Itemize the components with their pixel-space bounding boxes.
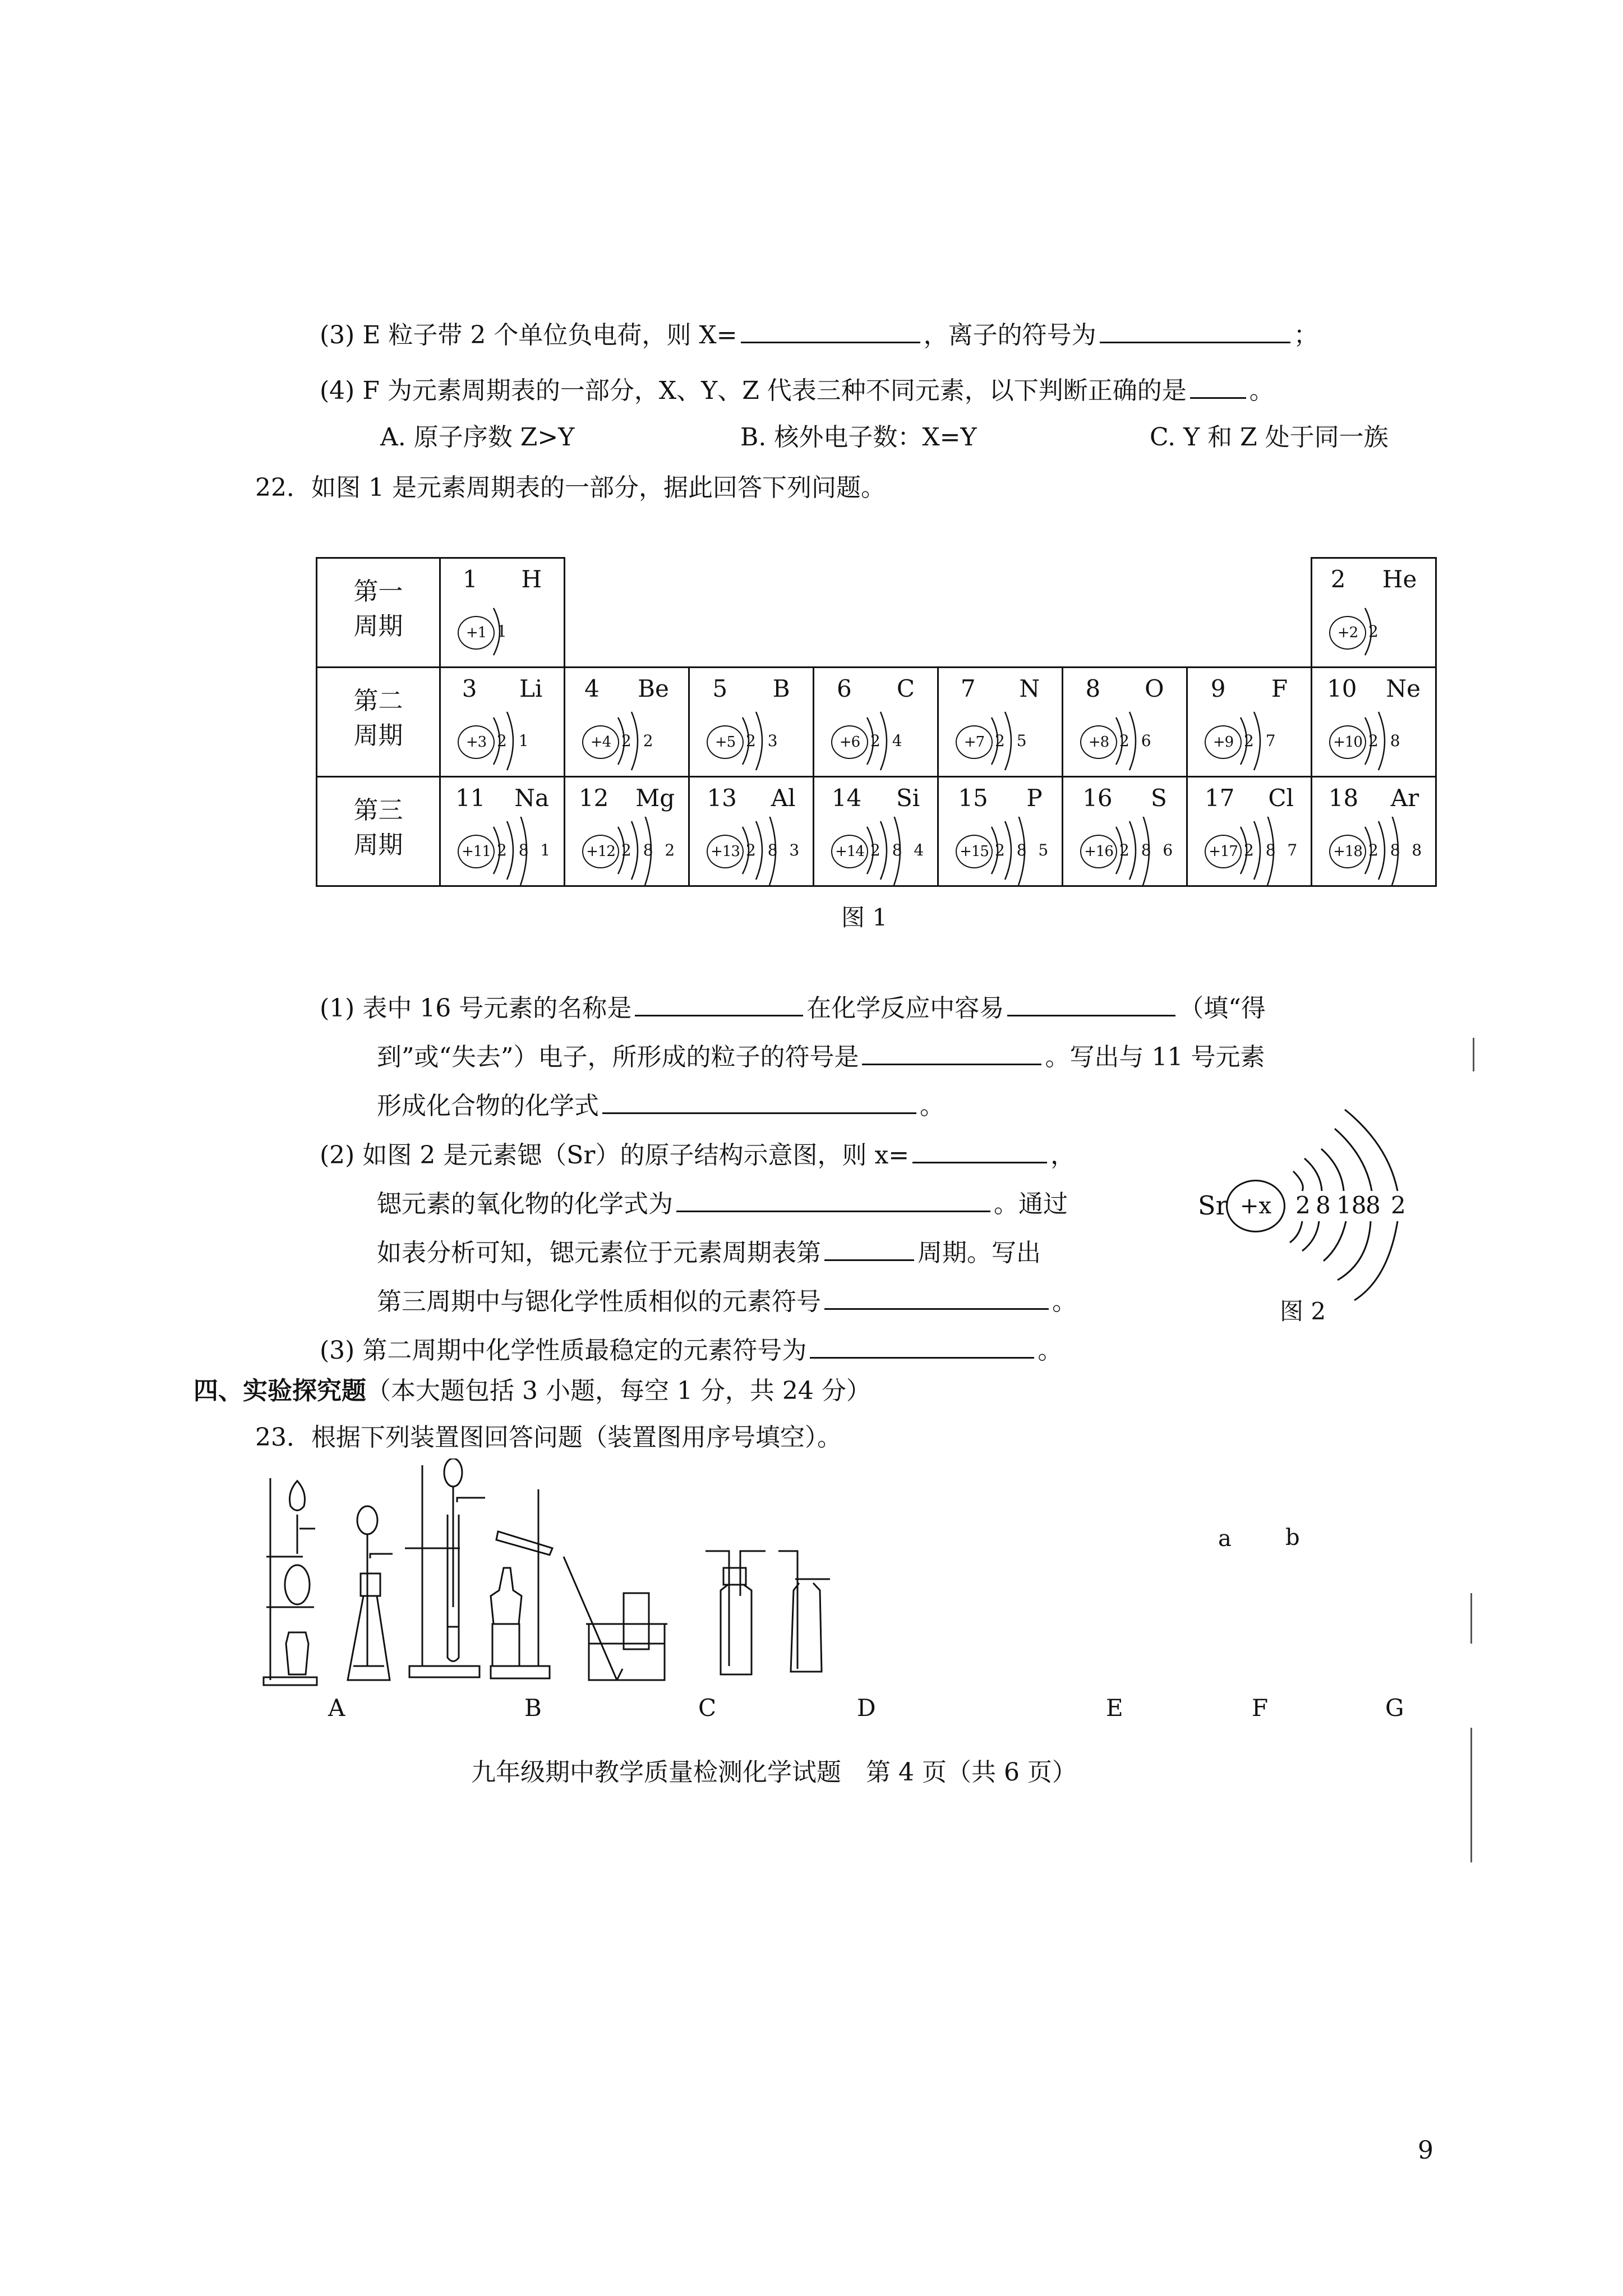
scan-artifact xyxy=(1473,1038,1474,1071)
atom-structure-diagram xyxy=(1312,598,1435,665)
shell-arc xyxy=(1302,1221,1319,1251)
element-cell-o xyxy=(1062,666,1188,777)
atomic-number: 7 xyxy=(960,675,976,702)
shell-electron-counts: 2 2 xyxy=(621,731,657,750)
q22-part1-line1 xyxy=(320,992,1266,1025)
section-title: 四、实验探究题 xyxy=(193,1377,366,1405)
atomic-number: 10 xyxy=(1326,675,1357,702)
shell-count: 2 xyxy=(1391,1191,1406,1219)
text: 锶元素的氧化物的化学式为 xyxy=(377,1190,673,1218)
text: 形成化合物的化学式 xyxy=(377,1092,599,1120)
q21-option-a xyxy=(380,421,574,454)
answer-blank-x[interactable] xyxy=(741,319,920,343)
period-label: 第一 周期 xyxy=(316,557,441,668)
section-4-heading xyxy=(193,1374,871,1408)
atom-structure-diagram xyxy=(565,707,688,775)
shell-electron-counts: 2 8 4 xyxy=(870,841,928,859)
element-header xyxy=(441,565,564,593)
atomic-number: 1 xyxy=(462,565,478,593)
q21-part3-text-b: ，离子的符号为 xyxy=(923,321,1096,349)
apparatus-d-drawing xyxy=(491,1489,552,1678)
atomic-number: 9 xyxy=(1210,675,1226,702)
apparatus-e-drawing xyxy=(564,1557,667,1680)
shell-electron-counts: 2 6 xyxy=(1119,731,1155,750)
atomic-number: 8 xyxy=(1085,675,1101,702)
q22-part3-number: (3) xyxy=(320,1336,355,1365)
scan-artifact xyxy=(1470,1593,1472,1644)
answer-blank-choice[interactable] xyxy=(1190,375,1246,399)
nucleus-charge: +14 xyxy=(831,835,868,868)
nucleus-charge: +5 xyxy=(707,725,744,759)
q22-part1-number: (1) xyxy=(320,994,355,1023)
shell-electron-counts: 2 xyxy=(1368,622,1382,641)
answer-blank-oxide-formula[interactable] xyxy=(676,1188,990,1212)
element-header xyxy=(1188,784,1311,812)
text: 表中 16 号元素的名称是 xyxy=(362,994,632,1023)
q22-part1-line2 xyxy=(377,1041,1265,1074)
q22-part2-line3 xyxy=(377,1236,1041,1270)
atomic-number: 18 xyxy=(1328,784,1359,812)
element-symbol: Cl xyxy=(1268,784,1294,812)
nucleus-charge: +15 xyxy=(956,835,993,868)
element-cell-na xyxy=(439,776,565,887)
shell-arc xyxy=(1290,1221,1302,1243)
answer-blank-particle-symbol[interactable] xyxy=(862,1041,1041,1065)
element-cell-s xyxy=(1062,776,1188,887)
atomic-number: 15 xyxy=(958,784,988,812)
element-symbol: Al xyxy=(771,784,796,812)
element-symbol: O xyxy=(1145,675,1164,702)
element-cell-n xyxy=(937,666,1063,777)
figure-1-caption: 图 1 xyxy=(841,904,888,931)
atom-structure-diagram xyxy=(1188,817,1311,884)
atom-structure-diagram xyxy=(1312,707,1435,775)
element-symbol: B xyxy=(772,675,790,702)
atom-structure-diagram xyxy=(565,817,688,884)
element-header xyxy=(939,784,1062,812)
text: 周期。写出 xyxy=(917,1239,1041,1267)
shell-electron-counts: 2 8 xyxy=(1368,731,1404,750)
shell-arc xyxy=(1354,1221,1398,1300)
q21-part3-text: E 粒子带 2 个单位负电荷，则 X= xyxy=(362,321,737,349)
shell-electron-counts: 2 8 3 xyxy=(746,841,803,859)
element-cell-al xyxy=(688,776,814,887)
element-cell-c xyxy=(813,666,939,777)
q21-part3 xyxy=(320,319,1318,352)
atom-structure-diagram xyxy=(441,598,564,665)
port-label-b: b xyxy=(1285,1525,1300,1550)
apparatus-label-g: G xyxy=(1385,1694,1404,1722)
period-label: 第三 周期 xyxy=(316,776,441,887)
option-text: 核外电子数：X=Y xyxy=(774,423,977,452)
shell-arc xyxy=(1338,1221,1371,1280)
apparatus-a-drawing xyxy=(264,1478,317,1685)
element-cell-be xyxy=(564,666,690,777)
shell-electron-counts: 2 8 5 xyxy=(995,841,1052,859)
shell-electron-counts: 2 8 1 xyxy=(497,841,554,859)
element-header xyxy=(1063,784,1186,812)
element-symbol: Ar xyxy=(1390,784,1419,812)
punctuation: 。 xyxy=(1249,376,1274,405)
element-header xyxy=(1312,675,1435,702)
element-cell-p xyxy=(937,776,1063,887)
element-symbol: Be xyxy=(638,675,669,702)
element-header xyxy=(1312,565,1435,593)
element-header xyxy=(565,675,688,702)
q22-part2-line4 xyxy=(377,1285,1077,1319)
answer-blank-similar-element[interactable] xyxy=(824,1286,1049,1310)
element-symbol: C xyxy=(896,675,915,702)
answer-blank-compound-formula[interactable] xyxy=(602,1090,916,1114)
atom-structure-diagram xyxy=(690,817,813,884)
element-header xyxy=(1312,784,1435,812)
q22-part1-line3 xyxy=(377,1089,944,1123)
atomic-number: 4 xyxy=(584,675,600,702)
punctuation: ； xyxy=(1293,321,1318,349)
element-header xyxy=(690,784,813,812)
element-symbol: Si xyxy=(896,784,920,812)
shell-electron-counts: 2 3 xyxy=(746,731,781,750)
q21-part4-text: F 为元素周期表的一部分，X、Y、Z 代表三种不同元素，以下判断正确的是 xyxy=(362,376,1187,405)
element-symbol: He xyxy=(1382,565,1417,593)
element-cell-cl xyxy=(1186,776,1312,887)
atom-structure-diagram xyxy=(690,707,813,775)
atomic-number: 14 xyxy=(831,784,862,812)
element-header xyxy=(814,675,937,702)
page-footer: 九年级期中教学质量检测化学试题 第 4 页（共 6 页） xyxy=(471,1758,1077,1787)
apparatus-label-c: C xyxy=(698,1694,717,1722)
punctuation: 。 xyxy=(920,1092,944,1120)
apparatus-label-b: B xyxy=(524,1694,542,1722)
element-cell-si xyxy=(813,776,939,887)
atomic-number: 6 xyxy=(837,675,852,702)
q21-option-b xyxy=(740,421,977,454)
scan-artifact xyxy=(1470,1728,1472,1862)
q21-part4-number: (4) xyxy=(320,376,355,405)
nucleus-charge: +8 xyxy=(1080,725,1117,759)
port-label-a: a xyxy=(1218,1526,1232,1552)
nucleus-charge: +10 xyxy=(1329,725,1366,759)
option-label: A. xyxy=(380,423,406,452)
punctuation: ， xyxy=(1050,1141,1076,1170)
apparatus-figure xyxy=(258,1458,1492,1722)
shell-count: 18 xyxy=(1336,1191,1367,1219)
shell-arc xyxy=(1321,1149,1344,1191)
atom-structure-diagram xyxy=(939,707,1062,775)
element-header xyxy=(441,784,564,812)
text: 。写出与 11 号元素 xyxy=(1045,1043,1265,1071)
atom-structure-diagram xyxy=(441,817,564,884)
atom-structure-diagram xyxy=(1063,707,1186,775)
page-number: 9 xyxy=(1418,2136,1433,2165)
text: 第三周期中与锶化学性质相似的元素符号 xyxy=(377,1287,821,1316)
q21-part3-number: (3) xyxy=(320,321,355,349)
nucleus-charge: +13 xyxy=(707,835,744,868)
option-label: B. xyxy=(740,423,767,452)
nucleus-charge: +3 xyxy=(458,725,495,759)
shell-count: 8 xyxy=(1366,1191,1381,1219)
text: 。通过 xyxy=(994,1190,1068,1218)
atomic-number: 3 xyxy=(462,675,477,702)
element-symbol: P xyxy=(1026,784,1043,812)
atom-structure-diagram xyxy=(1188,707,1311,775)
shell-arc xyxy=(1335,1129,1372,1191)
element-symbol: H xyxy=(521,565,542,593)
element-symbol: F xyxy=(1271,675,1288,702)
atomic-number: 5 xyxy=(712,675,728,702)
element-header xyxy=(441,675,564,702)
q23-stem: 23．根据下列装置图回答问题（装置图用序号填空）。 xyxy=(255,1423,842,1452)
element-cell-li xyxy=(439,666,565,777)
element-symbol: Ne xyxy=(1386,675,1421,702)
text: 如图 2 是元素锶（Sr）的原子结构示意图，则 x= xyxy=(362,1141,910,1170)
element-header xyxy=(565,784,688,812)
apparatus-b-drawing xyxy=(348,1506,393,1680)
q21-option-c xyxy=(1150,421,1389,454)
section-note: （本大题包括 3 小题，每空 1 分，共 24 分） xyxy=(366,1377,871,1405)
shell-count: 2 xyxy=(1295,1191,1311,1219)
option-text: Y 和 Z 处于同一族 xyxy=(1183,423,1389,452)
element-header xyxy=(690,675,813,702)
q22-part2-line1 xyxy=(320,1139,1075,1172)
answer-blank-period[interactable] xyxy=(824,1237,914,1261)
element-cell-ne xyxy=(1311,666,1437,777)
atomic-number: 16 xyxy=(1082,784,1113,812)
nucleus-charge: +17 xyxy=(1205,835,1242,868)
atom-structure-diagram xyxy=(441,707,564,775)
option-label: C. xyxy=(1150,423,1176,452)
element-cell-mg xyxy=(564,776,690,887)
answer-blank-stable-element[interactable] xyxy=(810,1335,1034,1359)
text: 第二周期中化学性质最稳定的元素符号为 xyxy=(362,1336,807,1365)
q22-part2-number: (2) xyxy=(320,1141,355,1170)
nucleus-charge: +9 xyxy=(1205,725,1242,759)
nucleus-charge: +12 xyxy=(582,835,619,868)
nucleus-charge: +2 xyxy=(1329,616,1366,650)
text: 到”或“失去”）电子，所形成的粒子的符号是 xyxy=(377,1043,859,1071)
apparatus-f-drawing xyxy=(706,1551,766,1674)
nucleus-charge: +1 xyxy=(458,616,495,650)
sr-nucleus-charge: +x xyxy=(1239,1193,1272,1219)
element-header xyxy=(1063,675,1186,702)
element-header xyxy=(939,675,1062,702)
punctuation: 。 xyxy=(1052,1287,1077,1316)
atom-structure-diagram xyxy=(814,707,937,775)
atomic-number: 11 xyxy=(455,784,486,812)
apparatus-label-e: E xyxy=(1106,1694,1123,1722)
apparatus-label-d: D xyxy=(857,1694,876,1722)
nucleus-charge: +11 xyxy=(458,835,495,868)
element-cell-f xyxy=(1186,666,1312,777)
text: 在化学反应中容易 xyxy=(806,994,1004,1023)
shell-arc xyxy=(1345,1110,1398,1191)
apparatus-label-a: A xyxy=(328,1694,345,1722)
apparatus-label-f: F xyxy=(1252,1694,1269,1722)
apparatus-g-drawing xyxy=(778,1551,830,1672)
shell-electron-counts: 2 8 2 xyxy=(621,841,679,859)
element-cell-ar xyxy=(1311,776,1437,887)
figure-2-caption: 图 2 xyxy=(1280,1297,1326,1325)
punctuation: 。 xyxy=(1038,1336,1063,1365)
nucleus-charge: +16 xyxy=(1080,835,1117,868)
shell-arc xyxy=(1293,1171,1303,1191)
option-text: 原子序数 Z>Y xyxy=(413,423,575,452)
apparatus-c-drawing xyxy=(405,1458,485,1677)
element-symbol: N xyxy=(1019,675,1040,702)
element-cell-h xyxy=(439,557,565,668)
q22-stem: 22．如图 1 是元素周期表的一部分，据此回答下列问题。 xyxy=(255,473,886,502)
text: 如表分析可知，锶元素位于元素周期表第 xyxy=(377,1239,821,1267)
element-symbol: Li xyxy=(519,675,543,702)
atom-structure-diagram xyxy=(814,817,937,884)
sr-symbol: Sr xyxy=(1198,1190,1228,1221)
atom-structure-diagram xyxy=(1063,817,1186,884)
element-header xyxy=(1188,675,1311,702)
atomic-number: 13 xyxy=(707,784,737,812)
element-symbol: Mg xyxy=(635,784,675,812)
element-cell-he xyxy=(1311,557,1437,668)
shell-electron-counts: 2 1 xyxy=(497,731,532,750)
nucleus-charge: +4 xyxy=(582,725,619,759)
period-label: 第二 周期 xyxy=(316,666,441,777)
shell-electron-counts: 2 4 xyxy=(870,731,906,750)
q21-part4 xyxy=(320,374,1274,408)
shell-electron-counts: 2 8 6 xyxy=(1119,841,1177,859)
shell-arc xyxy=(1324,1221,1346,1261)
answer-blank-sr-x[interactable] xyxy=(912,1139,1047,1163)
nucleus-charge: +7 xyxy=(956,725,993,759)
shell-electron-counts: 2 8 8 xyxy=(1368,841,1426,859)
shell-electron-counts: 2 7 xyxy=(1244,731,1279,750)
atomic-number: 2 xyxy=(1330,565,1346,593)
figure-2-sr-diagram xyxy=(1178,1088,1514,1324)
answer-blank-ion-symbol[interactable] xyxy=(1100,319,1290,343)
q22-part3 xyxy=(320,1334,1062,1368)
answer-blank-element-name[interactable] xyxy=(635,992,803,1016)
nucleus-charge: +18 xyxy=(1329,835,1366,868)
shell-electron-counts: 1 xyxy=(497,622,510,641)
nucleus-charge: +6 xyxy=(831,725,868,759)
element-cell-b xyxy=(688,666,814,777)
shell-electron-counts: 2 8 7 xyxy=(1244,841,1301,859)
shell-arc xyxy=(1304,1158,1322,1191)
element-symbol: S xyxy=(1151,784,1167,812)
atom-structure-diagram xyxy=(939,817,1062,884)
shell-count: 8 xyxy=(1316,1191,1331,1219)
atomic-number: 17 xyxy=(1204,784,1235,812)
atom-structure-diagram xyxy=(1312,817,1435,884)
element-header xyxy=(814,784,937,812)
answer-blank-gain-lose[interactable] xyxy=(1007,992,1175,1016)
atomic-number: 12 xyxy=(578,784,609,812)
element-symbol: Na xyxy=(514,784,550,812)
shell-electron-counts: 2 5 xyxy=(995,731,1030,750)
text: （填“得 xyxy=(1179,994,1266,1023)
q22-part2-line2 xyxy=(377,1188,1068,1221)
